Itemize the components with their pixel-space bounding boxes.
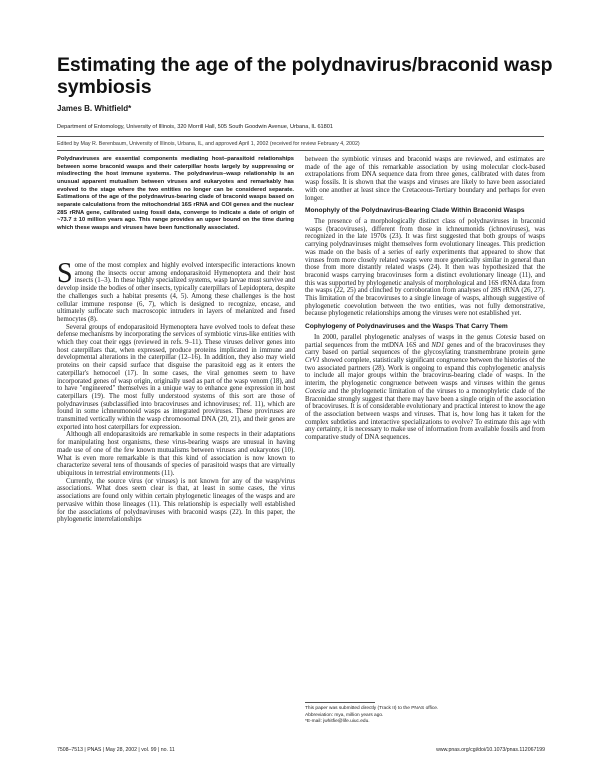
footnote: Abbreviation: mya, million years ago. bbox=[305, 712, 384, 718]
text-run: In 2000, parallel phylogenetic analyses of wasps in the genus bbox=[314, 333, 496, 341]
right-column-body bbox=[305, 156, 545, 442]
journal-citation: 7508–7513 | PNAS | May 28, 2002 | vol. 99 | no. 11 bbox=[57, 747, 175, 753]
text-run: genes and of the bracoviruses they carry based on partial sequences of the glycosylating transmembrane protein gene bbox=[305, 341, 545, 357]
header-rule bbox=[57, 136, 544, 137]
gene-name: CrV1 bbox=[305, 357, 320, 365]
text-run: showed complete, statistically significant congruence between the histories of the two associated partners (28). Work is ongoing to expand this cophylogenetic analysis to include all major groups within the bracovirus-bearing clade of wasps. In the interim, the phylogenetic congruence between wasps and viruses within the genus bbox=[305, 357, 545, 388]
author-name: James B. Whitfield* bbox=[57, 104, 132, 113]
body-paragraph bbox=[305, 334, 545, 442]
body-paragraph: Several groups of endoparasitoid Hymenoptera have evolved tools to defeat these defense mechanisms by incorporating the services of symbiotic virus-like entities with which they coat their eggs (reviewed in refs. 9–11). These viruses deliver genes into host caterpillars that, when expressed, produce proteins implicated in immune and developmental alterations in the caterpillar (12–16). In addition, they also may wield proteins on their capsid surface that disguise the parasitoid egg as it enters the caterpillar's hemocoel (17). In some cases, the viral genomes seem to have incorporated genes of wasp origin, originally used as part of the wasp venom (18), and to have "engineered" themselves in a unique way to enhance gene expression in host caterpillars (19). The most fully understood systems of this sort are those of polydnaviruses (subclassified into bracoviruses and ichnoviruses; ref. 11), which are found in some ichneumonoid wasps as integrated proviruses. These proviruses are transmitted vertically within the wasp chromosomal DNA (20, 21), and their genes are exported into host caterpillars for expression. bbox=[57, 323, 295, 431]
footnote-email: *E-mail: jwhitfie@life.uiuc.edu. bbox=[305, 719, 370, 725]
gene-name: ND1 bbox=[431, 341, 445, 349]
doi-link[interactable]: www.pnas.org/cgi/doi/10.1073/pnas.112067199 bbox=[436, 747, 545, 753]
section-heading: Cophylogeny of Polydnaviruses and the Wasps That Carry Them bbox=[305, 323, 508, 331]
footnote: This paper was submitted directly (Track II) to the PNAS office. bbox=[305, 706, 439, 711]
body-paragraph: Currently, the source virus (or viruses) is not known for any of the wasp/virus associations. What does seem clear is that, at least in some cases, the virus associations are found only within certain phylogenetic lineages of the wasps and are pervasive within those lineages (11). This relationship is especially well established for the associations of polydnaviruses with braconid wasps (22). In this paper, the phylogenetic interrelationships bbox=[57, 477, 295, 524]
abstract: Polydnaviruses are essential components mediating host–parasitoid relationships between some braconid wasps and their caterpillar hosts largely by suppressing or misdirecting the host immune systems. The polydnavirus–wasp relationship is an unusual apparent mutualism between viruses and eukaryotes and remarkably has evolved to the stage where the two entities no longer can be considered separate. Estimations of the age of the polydnavirus-bearing clade of braconid wasps based on separate calculations from the mitochondrial 16S rRNA and COI genes and the nuclear 28S rRNA gene, calibrated using fossil data, converge to indicate a date of origin of ~73.7 ± 10 million years ago. This range provides an upper bound on the time during which these wasps and viruses have been functionally associated. bbox=[57, 156, 294, 231]
body-paragraph: Although all endoparasitoids are remarkable in some respects in their adaptations for manipulating host organisms, these virus-bearing wasps are unusual in having made use of one of the few known mutualisms between viruses and eukaryotes (10). What is even more remarkable is that this kind of association is now known to characterize several tens of thousands of species of parasitoid wasps that are virtually ubiquitous in terrestrial environments (11). bbox=[57, 431, 295, 477]
section-heading: Monophyly of the Polydnavirus-Bearing Clade Within Braconid Wasps bbox=[305, 207, 525, 215]
left-column-body bbox=[57, 258, 295, 524]
affiliation: Department of Entomology, University of Illinois, 320 Morrill Hall, 505 South Goodwin Avenue, Urbana, IL 61801 bbox=[57, 124, 334, 130]
genus-name: Cotesia bbox=[495, 333, 517, 341]
edited-by-line: Edited by May R. Berenbaum, University of Illinois, Urbana, IL, and approved April 1, 2002 (received for review February 4, 2002) bbox=[57, 141, 360, 147]
body-paragraph: Some of the most complex and highly evolved interspecific interactions known among the insects occur among endoparasitoid Hymenoptera and their host insects (1–3). In these highly specialized systems, wasp larvae must survive and develop inside the bodies of other insects, typically caterpillars of Lepidoptera, despite the challenges such a habitat presents (4, 5). Among these challenges is the host cellular immune response (6, 7), which is designed to recognize, encase, and ultimately suffocate such macroscopic intruders in layers of melanized and fused hemocytes (8). bbox=[57, 258, 295, 323]
genus-name: Cotesia bbox=[305, 387, 326, 395]
footnote-rule bbox=[305, 702, 375, 703]
body-paragraph: between the symbiotic viruses and braconid wasps are reviewed, and estimates are made of the age of this remarkable association by using molecular clock-based extrapolations from DNA sequence data from three genes, calibrated with dates from wasp fossils. It is shown that the wasps and viruses are likely to have been associated with one another at least since the Cretaceous-Tertiary boundary and perhaps for even longer. bbox=[305, 156, 545, 202]
footnotes bbox=[305, 702, 545, 726]
body-paragraph: The presence of a morphologically distinct class of polydnaviruses in braconid wasps (bracoviruses), different from those in ichneumonids (ichnoviruses), was recognized in the late 1970s (23). It was first suggested that both groups of wasps carrying polydnaviruses might themselves form evolutionary lineages. This prediction was made on the basis of a series of early experiments that appeared to show that viruses from more closely related wasps were more genetically similar in general than those from more distantly related wasps (24). It then was hypothesized that the braconid wasps carrying bracoviruses form a distinct evolutionary lineage (11), and this was supported by phylogenetic analysis of morphological and 16S rRNA data from the wasps (22, 25) and clinched by corroboration from analyses of 28S rRNA (26, 27). This limitation of the bracoviruses to a single lineage of wasps, although suggestive of phylogenetic coevolution between the two entities, was not fully demonstrative, because phylogenetic relationships among the viruses were not established yet. bbox=[305, 218, 545, 318]
paper-title: Estimating the age of the polydnavirus/braconid wasp symbiosis bbox=[57, 54, 553, 98]
abstract-rule bbox=[57, 150, 544, 151]
text-run: and the phylogenetic limitation of the viruses to a monophyletic clade of the Braconidae strongly suggest that there may have been a single origin of the association of bracoviruses. It is of considerable evolutionary and practical interest to know the age of the association between wasps and viruses. That is, how long has it taken for the complex subtleties and interactive specializations to evolve? To estimate this age with any certainty, it is necessary to make use of information from available fossils and from comparative study of DNA sequences. bbox=[305, 387, 545, 442]
text-run: based on partial sequences from the mtDNA 16S and bbox=[305, 333, 545, 349]
